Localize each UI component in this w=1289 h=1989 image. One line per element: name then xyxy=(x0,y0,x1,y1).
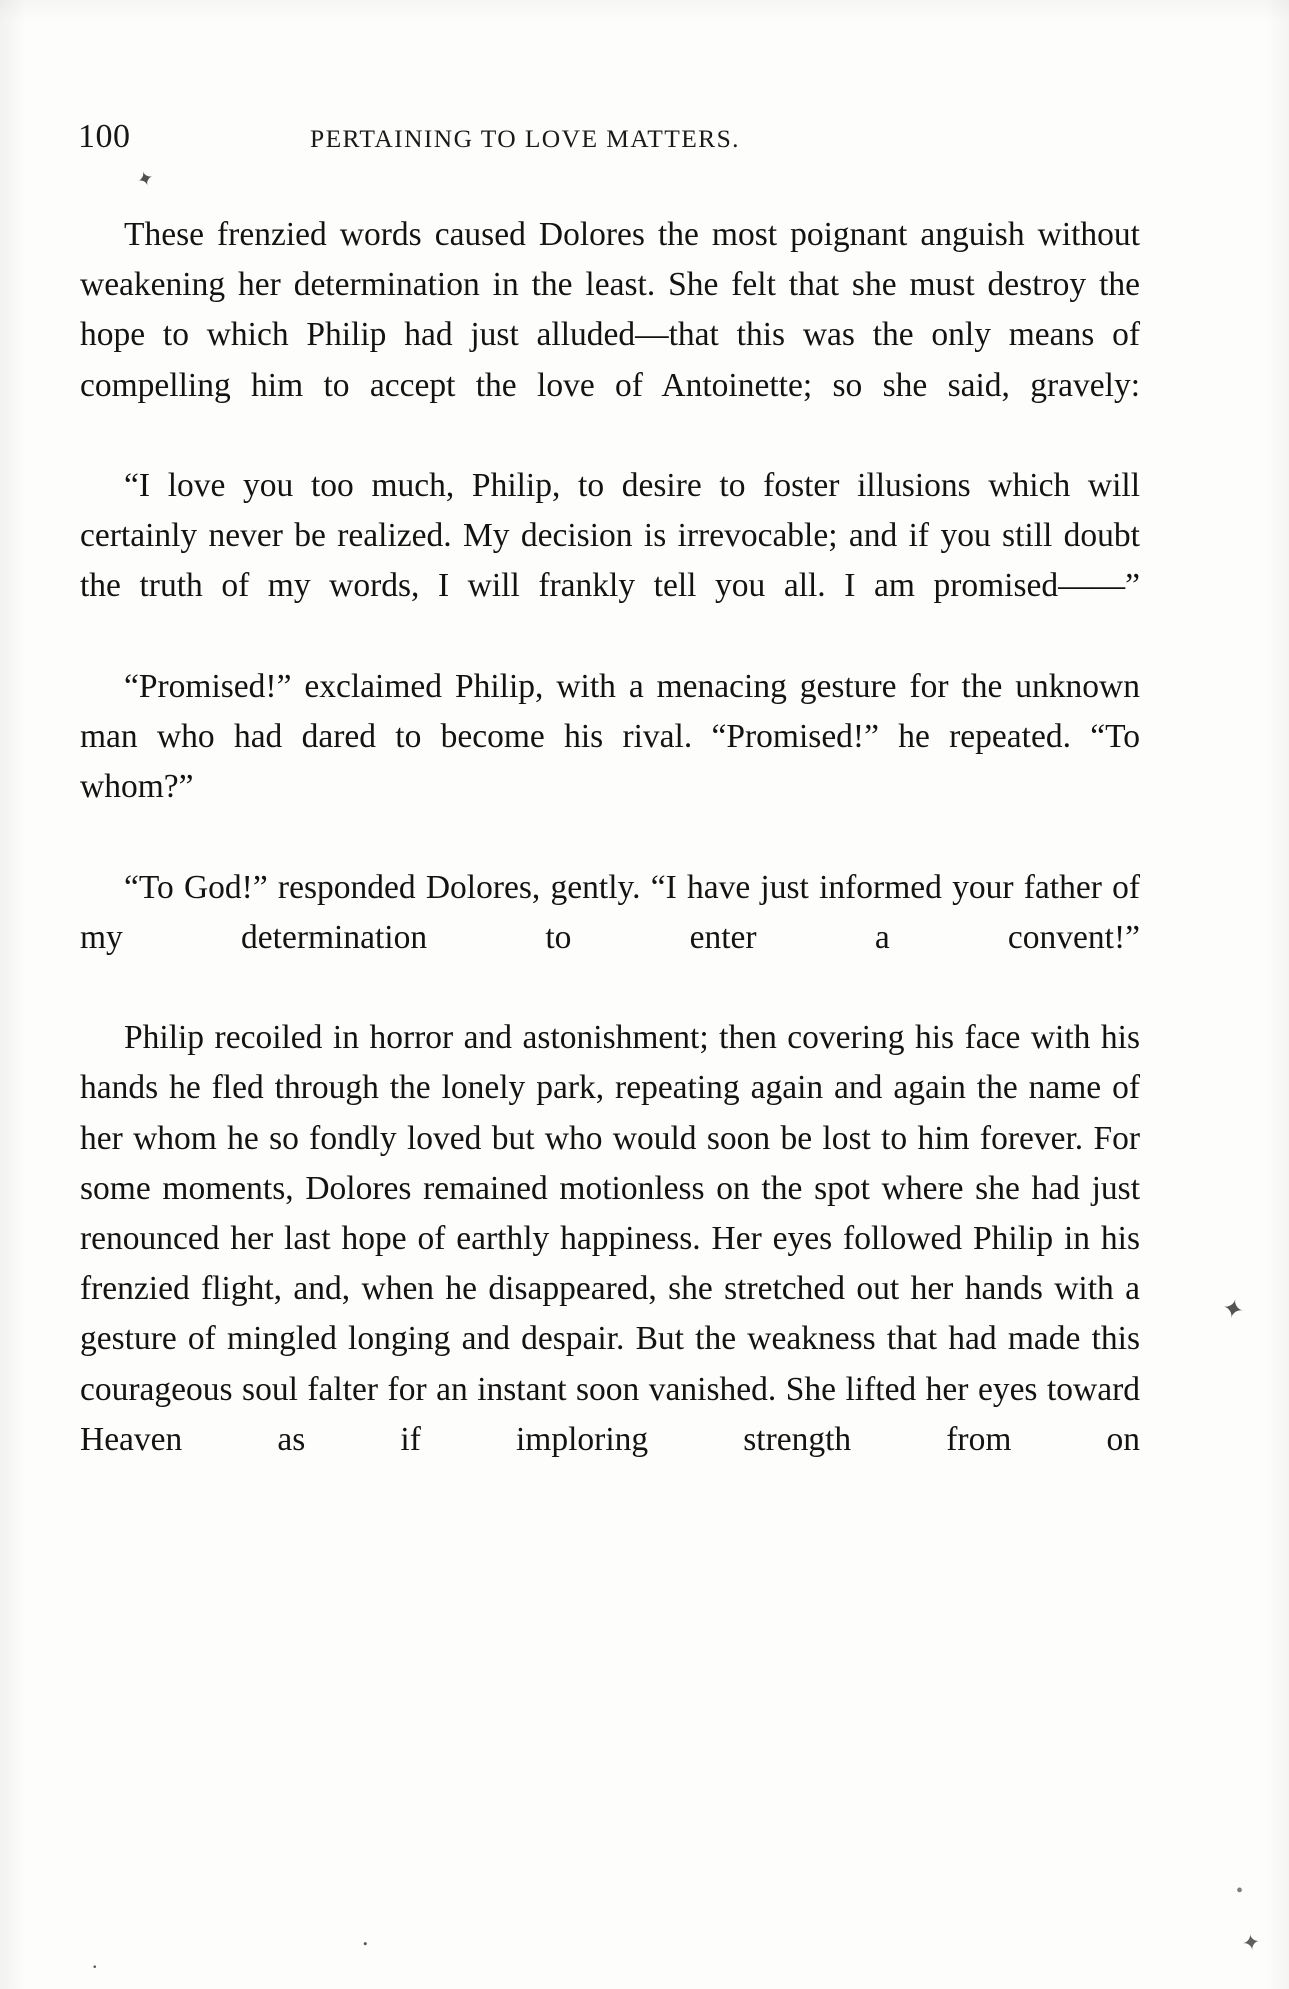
ink-dot-icon: . xyxy=(92,1948,98,1973)
ink-dot-icon: • xyxy=(1236,1880,1244,1902)
paragraph: “Promised!” exclaimed Philip, with a menacing gesture for the unknown man who had dared to become his rival. “Promised!” he repeated. “To whom?” xyxy=(80,667,1140,806)
body-text xyxy=(80,210,1140,1515)
paragraph: Philip recoiled in horror and astonishment; then covering his face with his hands he fled through the lonely park, repeating again and again the name of her whom he so fondly loved but who would soon be lost to him forever. For some moments, Dolores remained motionless on the spot where she had just renounced her last hope of earthly happiness. Her eyes followed Philip in his frenzied flight, and, when he disappeared, she stretched out her hands with a gesture of mingled longing and despair. But the weakness that had made this courageous soul falter for an instant soon vanished. She lifted her eyes toward Heaven as if imploring strength from on xyxy=(80,1019,1140,1458)
ink-mark-icon: ✦ xyxy=(1219,1293,1247,1326)
page-edge-shading-right xyxy=(1265,0,1289,1989)
paragraph: These frenzied words caused Dolores the most poignant anguish without weakening her determination in the least. She felt that she must destroy the hope to which Philip had just alluded—that this was the only means of compelling him to accept the love of Antoinette; so she said, gravely: xyxy=(80,216,1140,404)
page-header xyxy=(78,118,1138,193)
ink-dot-icon: . xyxy=(362,1922,369,1951)
paragraph: “I love you too much, Philip, to desire to foster illusions which will certainly never be realized. My decision is irrevocable; and if you still doubt the truth of my words, I will frankly tell you all. I am promised——” xyxy=(80,467,1140,605)
paragraph: “To God!” responded Dolores, gently. “I have just informed your father of my determination to enter a convent!” xyxy=(80,868,1140,956)
ink-mark-icon: ✦ xyxy=(1240,1928,1263,1957)
page-number: 100 xyxy=(78,118,131,155)
ink-smudge-icon: ✦ xyxy=(134,166,157,193)
running-head: PERTAINING TO LOVE MATTERS. xyxy=(310,124,740,153)
page-edge-shading-top xyxy=(0,0,1289,22)
page-edge-shading-left xyxy=(0,0,26,1989)
